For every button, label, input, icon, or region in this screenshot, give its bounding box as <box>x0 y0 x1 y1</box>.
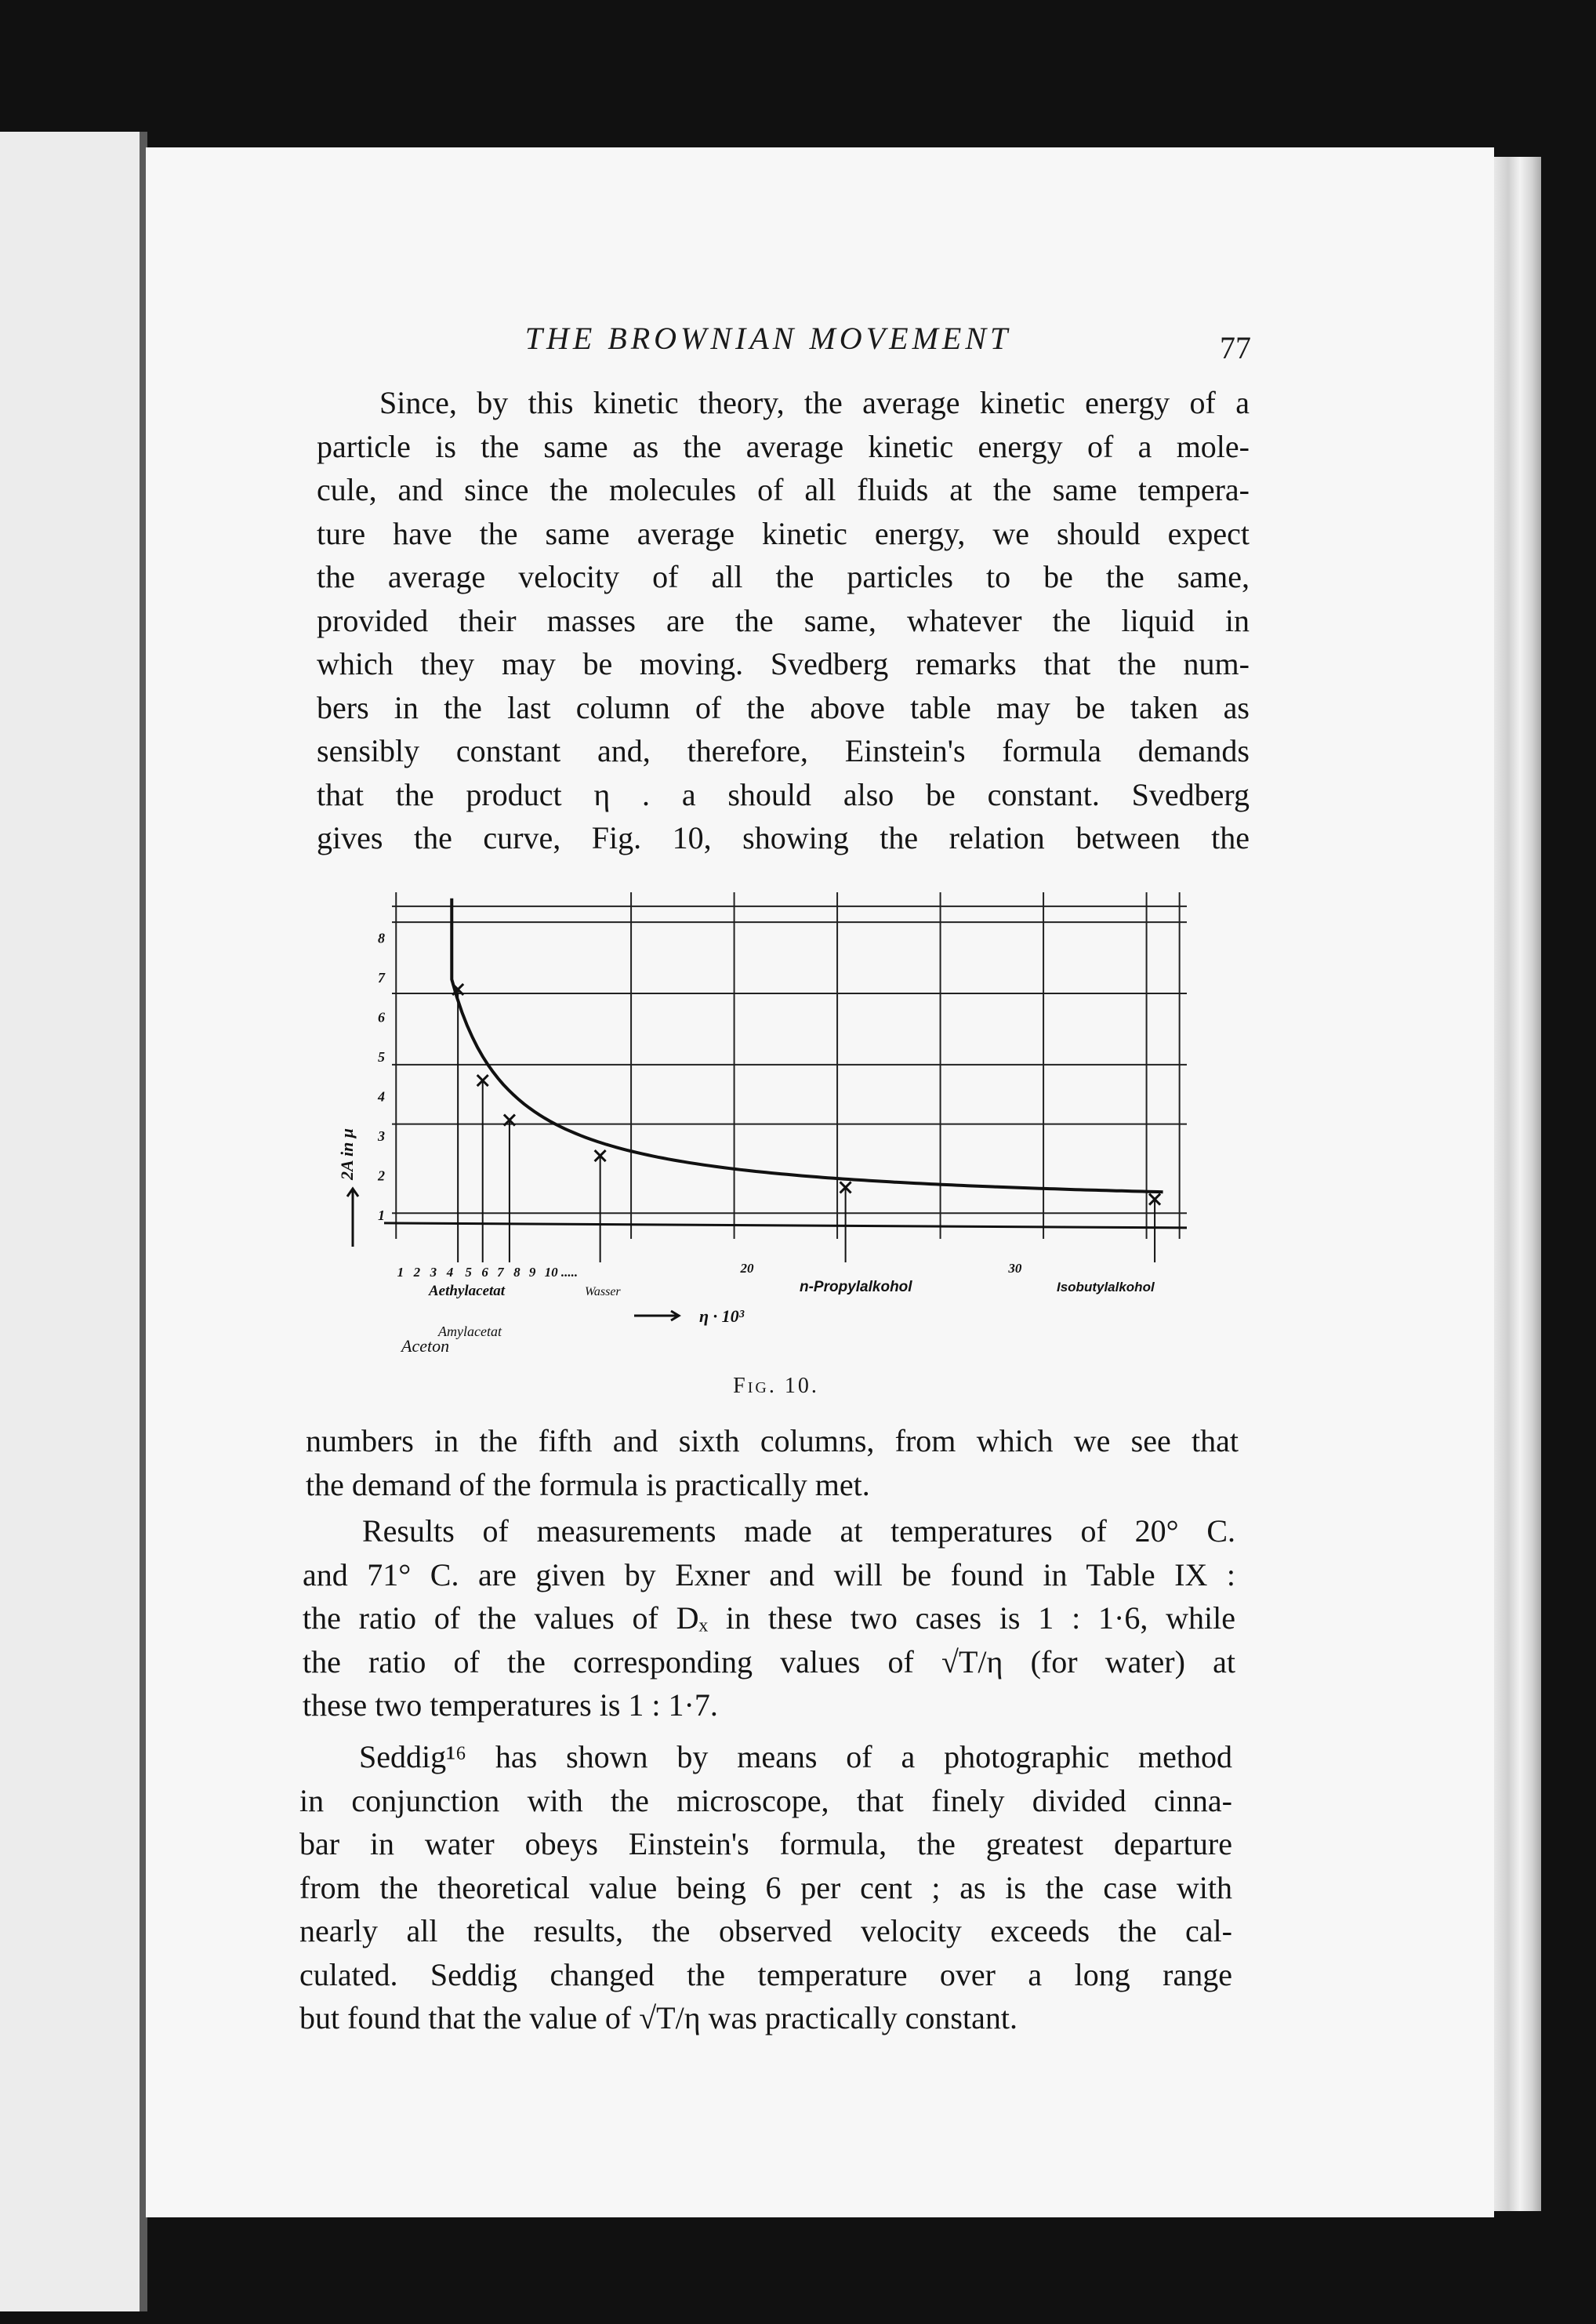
text-line: which they may be moving. Svedberg remarks that the num- <box>317 646 1250 681</box>
liquid-label-isobutylalkohol: Isobutylalkohol <box>1057 1280 1155 1295</box>
text-line: the average velocity of all the particles to be the same, <box>317 559 1250 594</box>
text-line: in conjunction with the microscope, that finely divided cinna- <box>299 1782 1232 1818</box>
text-line: bers in the last column of the above table may be taken as <box>317 689 1250 725</box>
y-tick-label: 2 <box>378 1167 385 1184</box>
text-line: from the theoretical value being 6 per cent ; as is the case with <box>299 1869 1232 1905</box>
liquid-label-wasser: Wasser <box>585 1285 621 1298</box>
y-axis-arrow <box>347 1189 358 1247</box>
text-line: ture have the same average kinetic energy, we should expect <box>317 515 1250 551</box>
running-head: THE BROWNIAN MOVEMENT <box>524 321 1012 356</box>
text-line: the demand of the formula is practically met. <box>306 1466 870 1502</box>
text-line: provided their masses are the same, whatever the liquid in <box>317 602 1250 638</box>
y-tick-labels <box>377 930 386 1223</box>
text-line: these two temperatures is 1 : 1·7. <box>303 1687 718 1723</box>
text-line: numbers in the fifth and sixth columns, from which we see that <box>306 1423 1239 1458</box>
chart-axes <box>384 1223 1187 1228</box>
paragraph-3 <box>303 1509 1235 1727</box>
page-stack-edge <box>1494 157 1541 2211</box>
text-line: gives the curve, Fig. 10, showing the relation between the <box>317 820 1250 855</box>
figure-10-chart <box>317 878 1226 1356</box>
data-curve <box>452 899 1163 1192</box>
x-tick-label: 1 <box>397 1265 404 1280</box>
chart-grid <box>392 892 1187 1239</box>
text-line: culated. Seddig changed the temperature over a long range <box>299 1956 1232 1992</box>
x-tick-label: 4 <box>446 1265 454 1280</box>
text-line: but found that the value of √T/η was practically constant. <box>299 2000 1017 2035</box>
y-tick-label: 7 <box>378 969 385 986</box>
text-line: Results of measurements made at temperatures of 20° C. <box>362 1513 1235 1549</box>
page-number: 77 <box>1220 330 1251 365</box>
text-line: that the product η . a should also be constant. Svedberg <box>317 776 1250 812</box>
x-tick-label: 9 <box>528 1265 536 1280</box>
liquid-label-amylacetat: Amylacetat <box>438 1324 502 1339</box>
paragraph-1 <box>317 381 1250 860</box>
text-line: Seddig¹⁶ has shown by means of a photographic method <box>359 1739 1232 1774</box>
y-tick-label: 3 <box>378 1128 385 1144</box>
paragraph-2 <box>306 1419 1239 1506</box>
x-tick-label: 5 <box>465 1265 472 1280</box>
text-line: and 71° C. are given by Exner and will be found in Table IX : <box>303 1556 1235 1592</box>
x-axis-label: η · 10³ <box>699 1306 745 1326</box>
chart-curve <box>452 899 1163 1192</box>
x-axis-line <box>384 1223 1187 1228</box>
figure-caption: Fig. 10. <box>733 1374 819 1398</box>
x-tick-label: 30 <box>1008 1261 1022 1276</box>
text-line: the ratio of the corresponding values of √T/η (for water) at <box>303 1643 1235 1679</box>
x-tick-label: 7 <box>497 1265 504 1280</box>
chart-points <box>452 984 1160 1262</box>
facing-page-edge <box>0 132 146 2311</box>
x-tick-label: 20 <box>740 1261 754 1276</box>
text-line: nearly all the results, the observed velocity exceeds the cal- <box>299 1913 1232 1948</box>
x-tick-label: 3 <box>430 1265 437 1280</box>
liquid-label-aceton: Aceton <box>401 1336 450 1356</box>
text-line: particle is the same as the average kinetic energy of a mole- <box>317 428 1250 464</box>
x-tick-label: 10 ..... <box>544 1265 579 1280</box>
text-line: Since, by this kinetic theory, the average kinetic energy of a <box>379 385 1250 420</box>
x-tick-labels <box>397 1261 1022 1280</box>
x-tick-label: 8 <box>513 1265 521 1280</box>
y-tick-label: 4 <box>378 1088 385 1105</box>
y-tick-label: 8 <box>378 930 385 946</box>
text-line: cule, and since the molecules of all fluids at the same tempera- <box>317 472 1250 507</box>
paragraph-4 <box>299 1735 1232 2040</box>
x-tick-label: 6 <box>481 1265 488 1280</box>
y-tick-label: 5 <box>378 1048 385 1065</box>
y-axis-label: 2A in μ <box>337 1128 357 1180</box>
text-line: the ratio of the values of Dₓ in these two cases is 1 : 1·6, while <box>303 1600 1235 1636</box>
text-line: bar in water obeys Einstein's formula, the greatest departure <box>299 1826 1232 1861</box>
liquid-label-n-propylalkohol: n-Propylalkohol <box>800 1279 912 1295</box>
text-line: sensibly constant and, therefore, Einstein's formula demands <box>317 733 1250 768</box>
y-tick-label: 1 <box>378 1207 385 1223</box>
x-tick-label: 2 <box>413 1265 421 1280</box>
liquid-label-aethylacetat: Aethylacetat <box>429 1283 506 1299</box>
y-tick-label: 6 <box>378 1009 385 1026</box>
